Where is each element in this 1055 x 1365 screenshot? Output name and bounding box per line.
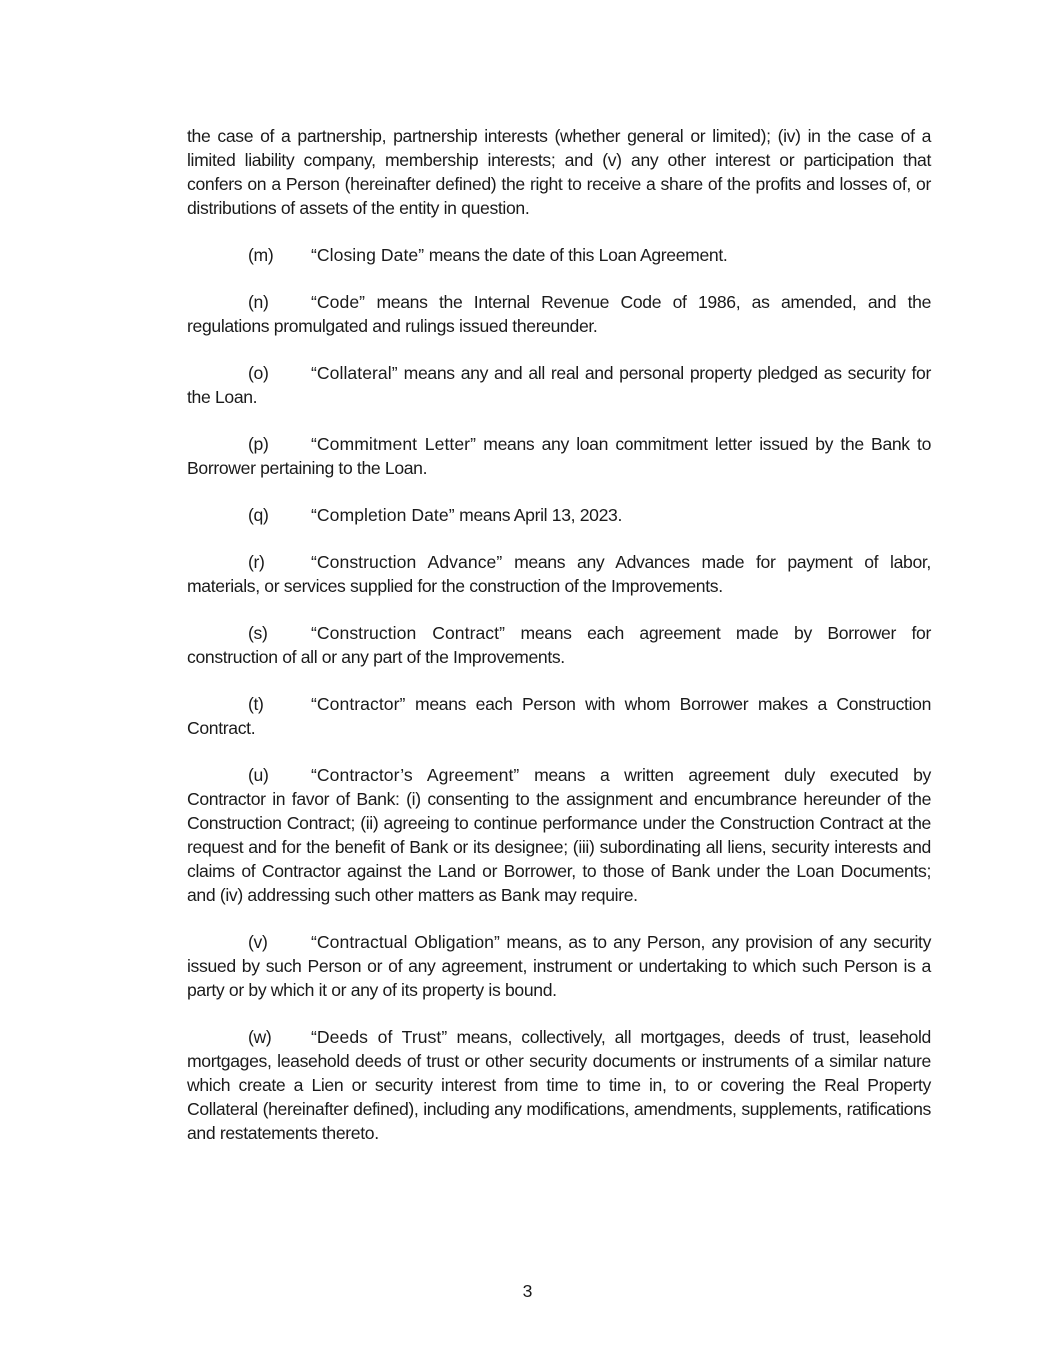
- definition-v: [187, 930, 931, 1002]
- definition-term: “Construction Advance”: [311, 552, 503, 572]
- definition-t: [187, 692, 931, 740]
- definition-label: (t): [248, 694, 264, 714]
- definition-text: means April 13, 2023.: [454, 505, 622, 525]
- definition-text: means, collectively, all mortgages, deeds of trust, leasehold mortgages, leasehold deeds of trust or other security documents or instruments of a similar nature which create a Lien or security interest from time to time in, to or covering the Real Property Collateral (hereinafter defined), including any modifications, amendments, supplements, ratifications and restatements thereto.: [187, 1027, 931, 1143]
- definition-term: “Contractor”: [311, 694, 406, 714]
- definition-term: “Contractor’s Agreement”: [311, 765, 520, 785]
- definition-term: “Code”: [311, 292, 366, 312]
- definition-label: (r): [248, 552, 265, 572]
- definition-n: [187, 290, 931, 338]
- definition-text: means each Person with whom Borrower makes a Construction Contract.: [187, 694, 931, 738]
- definition-label: (o): [248, 363, 269, 383]
- definition-term: “Contractual Obligation”: [311, 932, 500, 952]
- definition-text: means the Internal Revenue Code of 1986, as amended, and the regulations promulgated and rulings issued thereunder.: [187, 292, 931, 336]
- definition-o: [187, 361, 931, 409]
- definition-label: (w): [248, 1027, 272, 1047]
- definition-label: (p): [248, 434, 269, 454]
- definition-term: “Construction Contract”: [311, 623, 506, 643]
- page-number: 3: [522, 1281, 533, 1301]
- definition-label: (m): [248, 245, 274, 265]
- definition-term: “Collateral”: [311, 363, 398, 383]
- definition-text: means a written agreement duly executed by Contractor in favor of Bank: (i) consenting to the assignment and encumbrance hereunder of the Construction Contract; (ii) agreeing to continue performance under the Construction Contract at the request and for the benefit of Bank or its designee; (iii) subordinating all liens, security interests and claims of Contractor against the Land or Borrower, to those of Bank under the Loan Documents; and (iv) addressing such other matters as Bank may require.: [187, 765, 932, 905]
- definition-text: means, as to any Person, any provision of any security issued by such Person or of any agreement, instrument or undertaking to which such Person is a party or by which it or any of its property is bound.: [187, 932, 932, 1000]
- definition-p: [187, 432, 931, 480]
- definition-text: means the date of this Loan Agreement.: [424, 245, 728, 265]
- document-page: [187, 124, 931, 1168]
- definition-u: [187, 763, 931, 907]
- definition-text: means each agreement made by Borrower for construction of all or any part of the Improvements.: [187, 623, 932, 667]
- definition-text: means any and all real and personal property pledged as security for the Loan.: [187, 363, 931, 407]
- definition-s: [187, 621, 931, 669]
- definition-text: means any Advances made for payment of labor, materials, or services supplied for the construction of the Improvements.: [187, 552, 931, 596]
- definition-label: (s): [248, 623, 268, 643]
- definition-label: (v): [248, 932, 268, 952]
- definition-term: “Commitment Letter”: [311, 434, 476, 454]
- definition-label: (u): [248, 765, 269, 785]
- definition-term: “Deeds of Trust”: [311, 1027, 448, 1047]
- definition-w: [187, 1025, 931, 1145]
- definition-text: means any loan commitment letter issued by the Bank to Borrower pertaining to the Loan.: [187, 434, 931, 478]
- definition-m: [187, 243, 931, 267]
- definition-label: (n): [248, 292, 269, 312]
- definition-q: [187, 503, 931, 527]
- intro-paragraph: the case of a partnership, partnership interests (whether general or limited); (iv) in the case of a limited liability company, membership interests; and (v) any other interest or participation that confers on a Person (hereinafter defined) the right to receive a share of the profits and losses of, or distributions of assets of the entity in question.: [187, 126, 931, 218]
- definition-label: (q): [248, 505, 269, 525]
- definition-r: [187, 550, 931, 598]
- definition-term: “Completion Date”: [311, 505, 455, 525]
- definition-term: “Closing Date”: [311, 245, 425, 265]
